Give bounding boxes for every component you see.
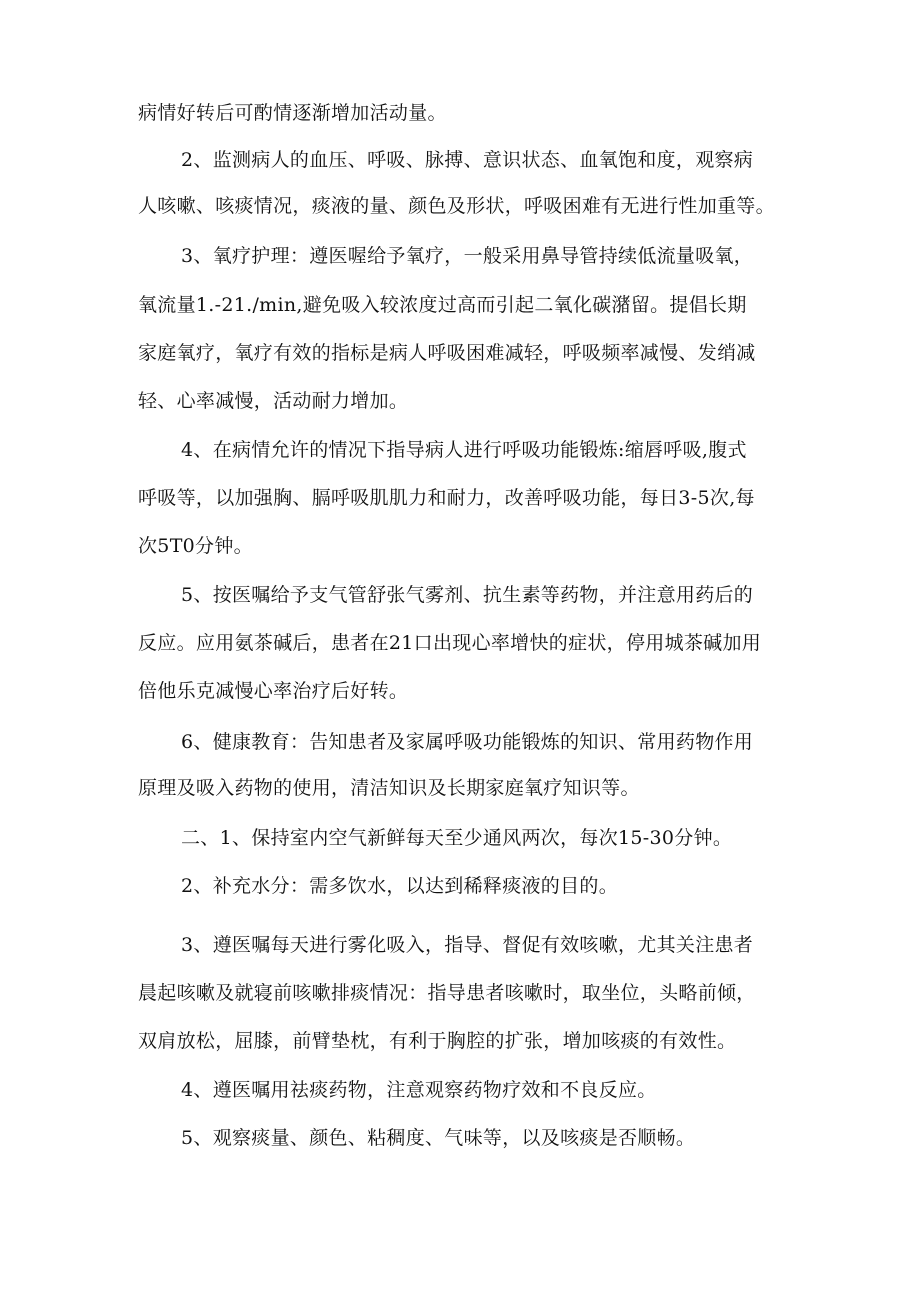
text-line: 次5T0分钟。 <box>138 535 253 557</box>
text-line: 病情好转后可酌情逐渐增加活动量。 <box>138 102 447 124</box>
text-line: 人咳嗽、咳痰情况，痰液的量、颜色及形状，呼吸困难有无进行性加重等。 <box>138 195 775 217</box>
text-line: 3、遵医嘱每天进行雾化吸入，指导、督促有效咳嗽，尤其关注患者 <box>181 934 754 956</box>
text-line: 反应。应用氨茶碱后，患者在21口出现心率增快的症状，停用城茶碱加用 <box>138 632 762 654</box>
text-line: 2、补充水分：需多饮水，以达到稀释痰液的目的。 <box>181 875 618 897</box>
text-line: 双肩放松，屈膝，前臂垫枕，有利于胸腔的扩张，增加咳痰的有效性。 <box>138 1030 737 1052</box>
text-line: 呼吸等，以加强胸、膈呼吸肌肌力和耐力，改善呼吸功能，每日3-5次,每 <box>138 487 755 509</box>
text-line: 6、健康教育：告知患者及家属呼吸功能锻炼的知识、常用药物作用 <box>181 731 754 753</box>
text-line: 3、氧疗护理：遵医喔给予氧疗，一般采用鼻导管持续低流量吸氧， <box>181 245 754 267</box>
text-line: 轻、心率减慢，活动耐力增加。 <box>138 390 409 412</box>
text-line: 4、在病情允许的情况下指导病人进行呼吸功能锻炼:缩唇呼吸,腹式 <box>181 439 747 461</box>
text-line: 2、监测病人的血压、呼吸、脉搏、意识状态、血氧饱和度，观察病 <box>181 149 754 171</box>
text-line: 5、按医嘱给予支气管舒张气雾剂、抗生素等药物，并注意用药后的 <box>181 584 754 606</box>
text-line: 4、遵医嘱用祛痰药物，注意观察药物疗效和不良反应。 <box>181 1079 657 1101</box>
text-line: 晨起咳嗽及就寝前咳嗽排痰情况：指导患者咳嗽时，取坐位，头略前倾， <box>138 982 756 1004</box>
text-line: 5、观察痰量、颜色、粘稠度、气味等，以及咳痰是否顺畅。 <box>181 1127 696 1149</box>
text-line: 二、1、保持室内空气新鲜每天至少通风两次，每次15-30分钟。 <box>181 827 733 849</box>
text-line: 原理及吸入药物的使用，清洁知识及长期家庭氧疗知识等。 <box>138 777 640 799</box>
text-line: 氧流量1.-21./min,避免吸入较浓度过高而引起二氧化碳潴留。提倡长期 <box>138 294 747 316</box>
text-line: 倍他乐克减慢心率治疗后好转。 <box>138 680 409 702</box>
text-line: 家庭氧疗，氧疗有效的指标是病人呼吸困难减轻，呼吸频率减慢、发绡减 <box>138 342 756 364</box>
